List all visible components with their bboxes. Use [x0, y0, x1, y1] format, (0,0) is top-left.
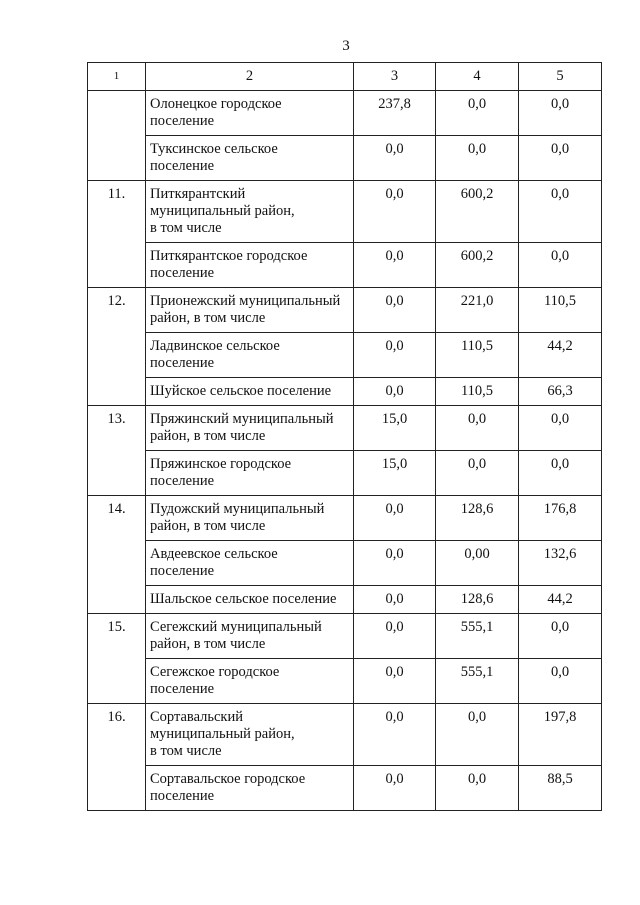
municipality-name: Пудожский муниципальный район, в том числе	[146, 496, 354, 541]
municipality-name: Шальское сельское поселение	[146, 586, 354, 614]
value-col-3: 0,0	[354, 333, 436, 378]
municipality-name: Питкярантский муниципальный район, в том числе	[146, 181, 354, 243]
value-col-4: 221,0	[436, 288, 519, 333]
value-col-3: 15,0	[354, 406, 436, 451]
value-col-5: 0,0	[519, 659, 602, 704]
value-col-4: 0,00	[436, 541, 519, 586]
municipality-name: Авдеевское сельское поселение	[146, 541, 354, 586]
value-col-4: 0,0	[436, 704, 519, 766]
row-number: 15.	[88, 614, 146, 704]
municipality-name: Шуйское сельское поселение	[146, 378, 354, 406]
header-cell-1: 1	[88, 63, 146, 91]
table-row	[88, 378, 602, 406]
value-col-3: 0,0	[354, 378, 436, 406]
value-col-4: 0,0	[436, 766, 519, 811]
page-number: 3	[342, 38, 350, 54]
municipality-name: Сортавальское городское поселение	[146, 766, 354, 811]
value-col-4: 0,0	[436, 136, 519, 181]
value-col-3: 0,0	[354, 614, 436, 659]
value-col-5: 132,6	[519, 541, 602, 586]
row-number	[88, 91, 146, 181]
value-col-4: 110,5	[436, 378, 519, 406]
row-number: 12.	[88, 288, 146, 406]
table-row	[88, 704, 602, 766]
municipality-name: Питкярантское городское поселение	[146, 243, 354, 288]
row-number: 11.	[88, 181, 146, 288]
value-col-5: 0,0	[519, 451, 602, 496]
value-col-3: 0,0	[354, 766, 436, 811]
value-col-4: 0,0	[436, 91, 519, 136]
value-col-4: 555,1	[436, 614, 519, 659]
value-col-5: 0,0	[519, 406, 602, 451]
value-col-3: 0,0	[354, 659, 436, 704]
value-col-5: 66,3	[519, 378, 602, 406]
value-col-3: 0,0	[354, 541, 436, 586]
value-col-5: 197,8	[519, 704, 602, 766]
value-col-5: 0,0	[519, 243, 602, 288]
table-row	[88, 614, 602, 659]
table-row	[88, 91, 602, 136]
value-col-4: 110,5	[436, 333, 519, 378]
value-col-5: 0,0	[519, 136, 602, 181]
table-row	[88, 659, 602, 704]
table-row	[88, 496, 602, 541]
table-row	[88, 288, 602, 333]
table-row	[88, 406, 602, 451]
value-col-3: 0,0	[354, 181, 436, 243]
value-col-3: 0,0	[354, 136, 436, 181]
value-col-3: 237,8	[354, 91, 436, 136]
municipality-name: Пряжинское городское поселение	[146, 451, 354, 496]
table-row	[88, 333, 602, 378]
table-row	[88, 586, 602, 614]
value-col-4: 600,2	[436, 181, 519, 243]
value-col-5: 0,0	[519, 614, 602, 659]
table-row	[88, 541, 602, 586]
value-col-3: 15,0	[354, 451, 436, 496]
value-col-3: 0,0	[354, 586, 436, 614]
value-col-4: 600,2	[436, 243, 519, 288]
value-col-5: 0,0	[519, 181, 602, 243]
budget-table	[87, 62, 602, 811]
header-cell-5: 5	[519, 63, 602, 91]
table-header-row	[88, 63, 602, 91]
value-col-5: 176,8	[519, 496, 602, 541]
value-col-5: 44,2	[519, 586, 602, 614]
value-col-3: 0,0	[354, 288, 436, 333]
municipality-name: Олонецкое городское поселение	[146, 91, 354, 136]
value-col-4: 128,6	[436, 496, 519, 541]
header-cell-3: 3	[354, 63, 436, 91]
value-col-5: 0,0	[519, 91, 602, 136]
table-row	[88, 136, 602, 181]
value-col-5: 88,5	[519, 766, 602, 811]
value-col-3: 0,0	[354, 704, 436, 766]
row-number: 14.	[88, 496, 146, 614]
table-row	[88, 243, 602, 288]
municipality-name: Туксинское сельское поселение	[146, 136, 354, 181]
value-col-4: 128,6	[436, 586, 519, 614]
value-col-4: 0,0	[436, 451, 519, 496]
table-row	[88, 766, 602, 811]
municipality-name: Пряжинский муниципальный район, в том числе	[146, 406, 354, 451]
table-row	[88, 181, 602, 243]
value-col-5: 110,5	[519, 288, 602, 333]
header-cell-4: 4	[436, 63, 519, 91]
header-cell-2: 2	[146, 63, 354, 91]
municipality-name: Сегежское городское поселение	[146, 659, 354, 704]
value-col-4: 555,1	[436, 659, 519, 704]
value-col-4: 0,0	[436, 406, 519, 451]
value-col-5: 44,2	[519, 333, 602, 378]
row-number: 13.	[88, 406, 146, 496]
municipality-name: Сортавальский муниципальный район, в том числе	[146, 704, 354, 766]
value-col-3: 0,0	[354, 496, 436, 541]
value-col-3: 0,0	[354, 243, 436, 288]
table-row	[88, 451, 602, 496]
municipality-name: Сегежский муниципальный район, в том числе	[146, 614, 354, 659]
municipality-name: Ладвинское сельское поселение	[146, 333, 354, 378]
row-number: 16.	[88, 704, 146, 811]
municipality-name: Прионежский муниципальный район, в том числе	[146, 288, 354, 333]
